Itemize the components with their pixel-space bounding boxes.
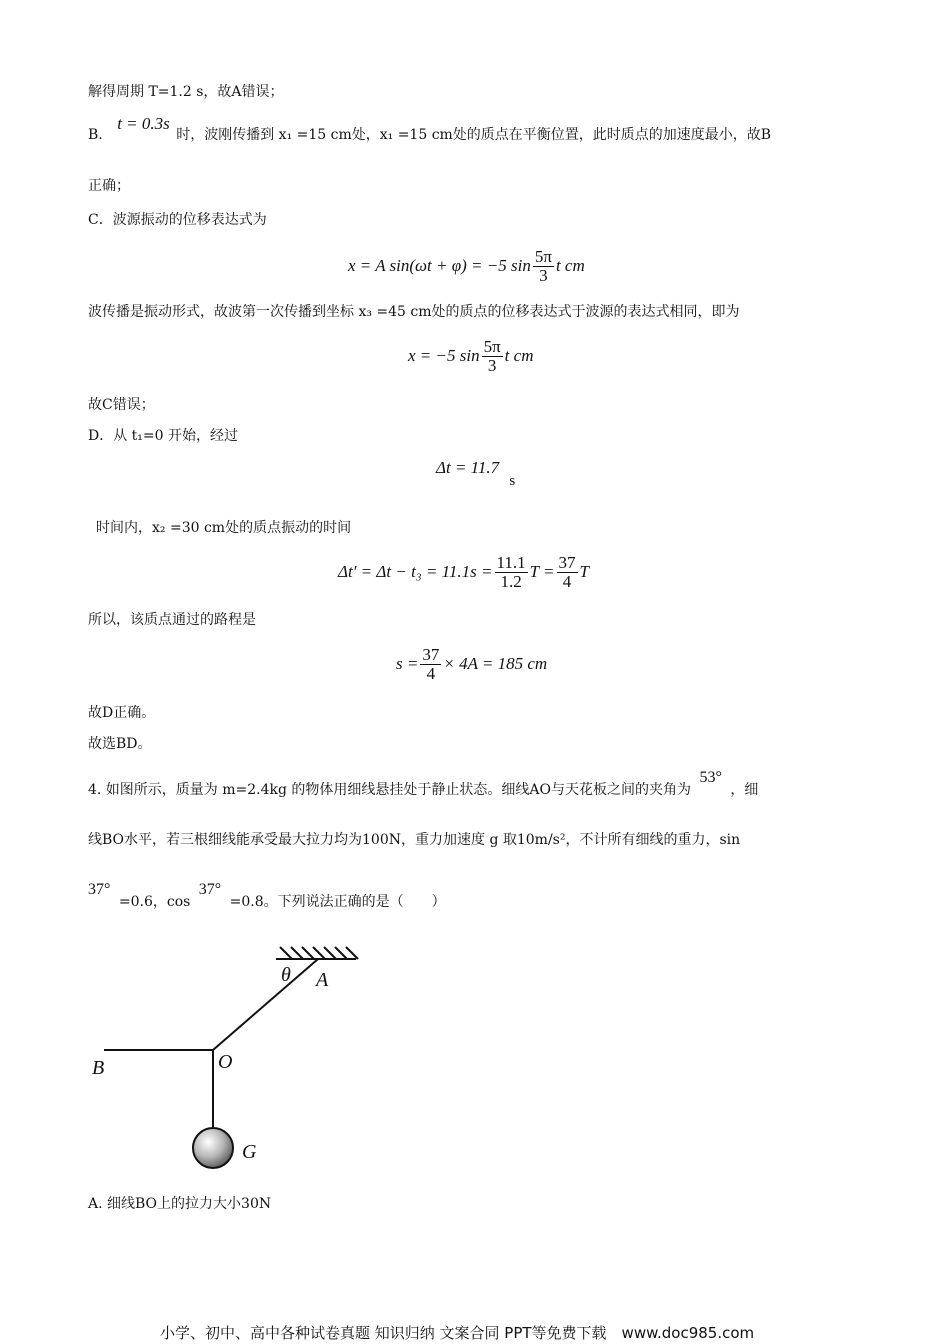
- text-line-option-c: C．波源振动的位移表达式为: [88, 212, 267, 228]
- question-4-line-1: 4. 如图所示，质量为 m=2.4kg 的物体用细线悬挂处于静止状态。细线AO与天花板之间的夹角为 53° ，细: [88, 769, 759, 798]
- text-line-correct: 正确；: [88, 178, 130, 194]
- label-b: B: [92, 1057, 105, 1079]
- formula-t: t = 0.3s: [117, 114, 170, 133]
- ceiling-hatch: [276, 947, 358, 959]
- ball-g: [193, 1128, 233, 1168]
- formula-delta-t: Δt = 11.7 s: [436, 458, 516, 489]
- formula-source-displacement: x = A sin(ωt + φ) = −5 sin $\frac{5\pi}{3}$ t cm: [348, 246, 585, 285]
- angle-53: 53°: [699, 769, 722, 786]
- text-line-path-length: 所以，该质点通过的路程是: [88, 612, 256, 628]
- option-b-text: 时，波刚传播到 x₁ =15 cm处，x₁ =15 cm处的质点在平衡位置，此时质点的加速度最小，故B: [176, 127, 772, 143]
- footer-text: 小学、初中、高中各种试卷真题 知识归纳 文案合同 PPT等免费下载 www.doc985.com: [160, 1324, 755, 1342]
- formula-vibration-time: Δt′ = Δt − t₃ = 11.1s = $\frac{11.1}{1.2}$ T = $\frac{37}{4}$ T: [338, 552, 589, 591]
- text-line-d-correct: 故D正确。: [88, 705, 156, 721]
- label-o: O: [218, 1051, 233, 1073]
- label-theta: θ: [281, 964, 291, 986]
- question-4-line-2: 线BO水平，若三根细线能承受最大拉力均为100N，重力加速度 g 取10m/s²，不计所有细线的重力，sin: [88, 832, 741, 848]
- text-line-vibration-time: 时间内，x₂ =30 cm处的质点振动的时间: [96, 520, 352, 536]
- label-a: A: [316, 969, 329, 991]
- text-line-option-b: [88, 114, 772, 145]
- text-line-answer: 故选BD。: [88, 736, 152, 752]
- option-b-prefix: B.: [88, 127, 103, 143]
- string-suspension-figure: [80, 935, 380, 1175]
- question-4-line-3: 37° =0.6，cos 37° =0.8。下列说法正确的是（ ）: [88, 881, 446, 910]
- formula-point-displacement: x = −5 sin $\frac{5\pi}{3}$ t cm: [408, 336, 534, 375]
- text-line-c-wrong: 故C错误；: [88, 397, 155, 413]
- option-a: A. 细线BO上的拉力大小30N: [88, 1196, 272, 1212]
- label-g: G: [242, 1141, 257, 1163]
- string-ao: [213, 959, 318, 1050]
- text-line-period: 解得周期 T=1.2 s，故A错误；: [88, 84, 284, 100]
- text-line-propagation: 波传播是振动形式，故波第一次传播到坐标 x₃ =45 cm处的质点的位移表达式于波源的表达式相同，即为: [88, 304, 740, 320]
- formula-path-length: s = $\frac{37}{4}$ × 4A = 185 cm: [396, 644, 548, 683]
- text-line-option-d: D．从 t₁=0 开始，经过: [88, 428, 239, 444]
